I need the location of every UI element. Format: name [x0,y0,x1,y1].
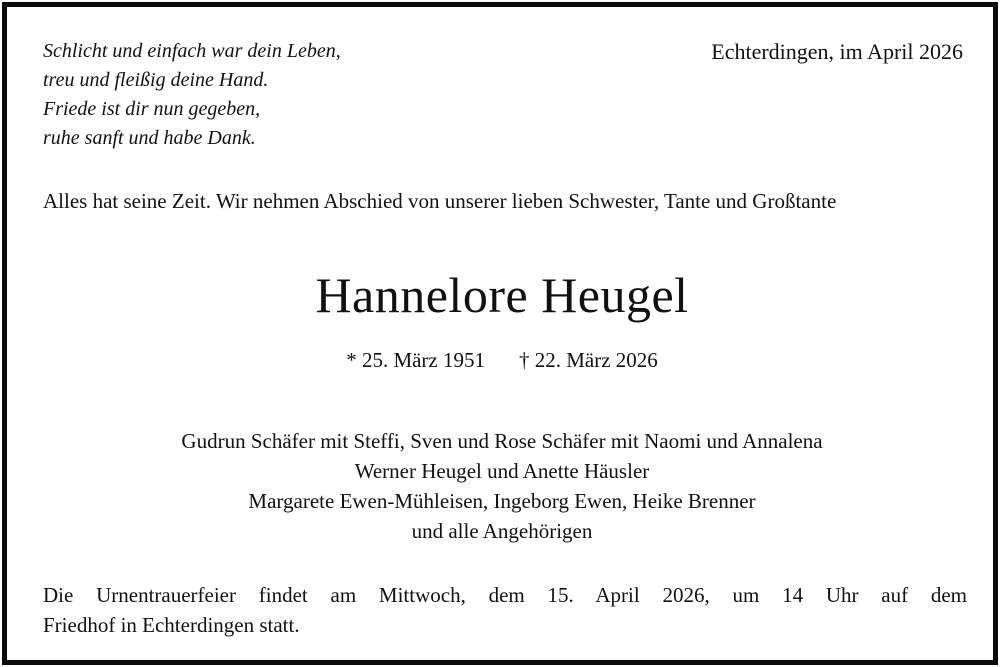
poem-line: Schlicht und einfach war dein Leben, [43,40,341,62]
poem-line: treu und fleißig deine Hand. [43,69,269,91]
birth-date: * 25. März 1951 [346,348,485,372]
poem-line: ruhe sanft und habe Dank. [43,127,256,149]
ceremony-info [43,580,967,640]
intro-text: Alles hat seine Zeit. Wir nehmen Abschied von unserer lieben Schwester, Tante und Großtante [43,189,837,213]
deceased-name: Hannelore Heugel [315,267,689,323]
life-dates [7,345,997,375]
obituary-notice-frame [2,2,998,665]
mourner-line: Gudrun Schäfer mit Steffi, Sven und Rose Schäfer mit Naomi und Annalena [181,429,823,453]
ceremony-line: Friedhof in Echterdingen statt. [43,613,300,637]
mourner-line: und alle Angehörigen [411,519,593,543]
ceremony-line: Die Urnentrauerfeier findet am Mittwoch, dem 15. April 2026, um 14 Uhr auf dem [43,583,967,607]
death-date: † 22. März 2026 [519,348,658,372]
place-and-date: Echterdingen, im April 2026 [711,39,963,64]
poem [43,37,341,153]
mourners-list [7,426,997,546]
mourner-line: Margarete Ewen-Mühleisen, Ingeborg Ewen, Heike Brenner [248,489,756,513]
mourner-line: Werner Heugel und Anette Häusler [354,459,650,483]
poem-line: Friede ist dir nun gegeben, [43,98,261,120]
